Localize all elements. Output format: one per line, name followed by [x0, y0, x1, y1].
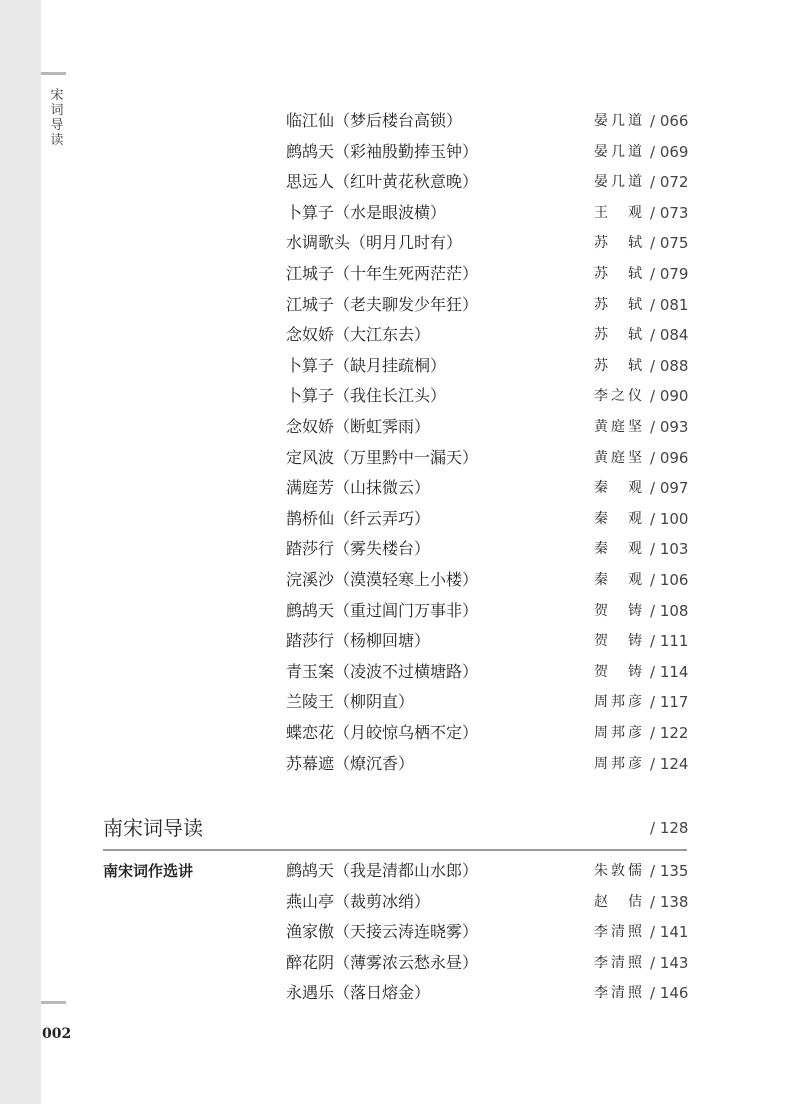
toc-entry-author: 周邦彦	[594, 694, 642, 711]
toc-entry-author: 王观	[594, 204, 642, 221]
toc-entry-author: 李之仪	[594, 388, 642, 405]
gutter-rule-bottom	[41, 1001, 66, 1004]
toc-entry-author: 苏轼	[594, 235, 642, 252]
toc-entry-page: / 066	[650, 112, 689, 130]
toc-entry-author: 赵佶	[594, 893, 642, 910]
toc-entry-page: / 124	[650, 754, 689, 773]
page-number: 002	[42, 1026, 72, 1042]
toc-entry-author: 周邦彦	[594, 725, 642, 741]
toc-entry-title: 鹊桥仙（纤云弄巧）	[286, 508, 431, 528]
toc-entry-page: / 072	[650, 173, 689, 192]
toc-entry-page: / 138	[650, 892, 689, 911]
toc-entry-author: 李清照	[594, 985, 642, 1002]
toc-entry-page: / 097	[650, 479, 689, 498]
toc-entry-page: / 122	[650, 724, 689, 742]
toc-entry-author: 苏轼	[594, 357, 642, 374]
toc-entry-author: 苏轼	[594, 327, 642, 344]
toc-entry-author: 秦观	[594, 510, 642, 527]
toc-entry-title: 青玉案（凌波不过横塘路）	[286, 661, 479, 681]
toc-entry-title: 渔家傲（天接云涛连晓雾）	[286, 922, 479, 942]
toc-entry-title: 江城子（老夫聊发少年狂）	[286, 294, 479, 314]
toc-entry-title: 卜算子（缺月挂疏桐）	[286, 355, 447, 375]
toc-entry-title: 念奴娇（大江东去）	[286, 325, 431, 345]
toc-entry-author: 秦观	[594, 480, 642, 497]
toc-entry-title: 卜算子（水是眼波横）	[286, 202, 447, 222]
toc-entry-title: 踏莎行（杨柳回塘）	[286, 631, 431, 651]
toc-entry-page: / 096	[650, 448, 689, 467]
toc-entry-page: / 069	[650, 142, 689, 161]
toc-entry-author: 晏几道	[594, 174, 642, 191]
page-gutter	[0, 0, 41, 1104]
toc-entry-title: 永遇乐（落日熔金）	[286, 983, 431, 1003]
toc-entry-page: / 079	[650, 265, 689, 283]
toc-entry-page: / 100	[650, 509, 689, 528]
toc-entry-title: 鹧鸪天（重过阊门万事非）	[286, 600, 479, 620]
toc-entry-title: 踏莎行（雾失楼台）	[286, 539, 431, 559]
toc-entry-title: 燕山亭（裁剪冰绡）	[286, 891, 431, 911]
section-page-number: / 128	[650, 819, 689, 837]
toc-entry-page: / 106	[650, 571, 689, 589]
toc-entry-page: / 111	[650, 632, 689, 651]
toc-entry-author: 晏几道	[594, 143, 642, 160]
toc-entry-title: 定风波（万里黔中一漏天）	[286, 447, 479, 467]
gutter-rule-top	[41, 72, 66, 75]
toc-entry-title: 思远人（红叶黄花秋意晚）	[286, 172, 479, 192]
toc-entry-author: 朱敦儒	[594, 863, 642, 879]
toc-entry-title: 江城子（十年生死两茫茫）	[286, 264, 479, 283]
toc-entry-author: 贺铸	[594, 633, 642, 650]
toc-entry-author: 李清照	[594, 924, 642, 941]
toc-entry-author: 苏轼	[594, 296, 642, 313]
toc-entry-author: 黄庭坚	[594, 449, 642, 466]
toc-entry-title: 兰陵王（柳阴直）	[286, 692, 415, 712]
toc-entry-title: 鹧鸪天（彩袖殷勤捧玉钟）	[286, 141, 479, 161]
toc-entry-title: 苏幕遮（燎沉香）	[286, 753, 415, 773]
toc-entry-page: / 093	[650, 418, 689, 436]
toc-entry-page: / 084	[650, 326, 689, 345]
toc-entry-title: 鹧鸪天（我是清都山水郎）	[286, 861, 479, 880]
section-heading: 南宋词导读	[103, 816, 203, 840]
toc-entry-page: / 088	[650, 356, 689, 375]
subsection-label: 南宋词作选讲	[103, 862, 194, 880]
toc-entry-page: / 075	[650, 234, 689, 253]
toc-entry-author: 贺铸	[594, 602, 642, 619]
toc-entry-page: / 135	[650, 862, 689, 880]
running-title: 宋词导读	[50, 88, 64, 148]
toc-entry-page: / 081	[650, 295, 689, 314]
toc-entry-author: 晏几道	[594, 113, 642, 129]
toc-entry-page: / 117	[650, 693, 689, 712]
toc-entry-page: / 103	[650, 540, 689, 559]
toc-entry-title: 浣溪沙（漠漠轻寒上小楼）	[286, 570, 479, 589]
toc-entry-page: / 073	[650, 203, 689, 222]
toc-entry-author: 贺铸	[594, 663, 642, 680]
toc-entry-title: 满庭芳（山抹微云）	[286, 478, 431, 498]
toc-entry-page: / 108	[650, 601, 689, 620]
toc-entry-page: / 143	[650, 953, 689, 972]
toc-entry-author: 黄庭坚	[594, 419, 642, 435]
toc-entry-page: / 146	[650, 984, 689, 1003]
toc-entry-title: 水调歌头（明月几时有）	[286, 233, 463, 253]
toc-entry-title: 念奴娇（断虹霁雨）	[286, 417, 431, 436]
toc-entry-author: 苏轼	[594, 266, 642, 282]
toc-entry-author: 李清照	[594, 954, 642, 971]
section-divider	[103, 849, 687, 851]
toc-entry-page: / 090	[650, 387, 689, 406]
toc-entry-title: 醉花阴（薄雾浓云愁永昼）	[286, 952, 479, 972]
toc-entry-author: 秦观	[594, 572, 642, 588]
toc-entry-author: 周邦彦	[594, 755, 642, 772]
toc-entry-title: 卜算子（我住长江头）	[286, 386, 447, 406]
toc-entry-author: 秦观	[594, 541, 642, 558]
toc-entry-title: 临江仙（梦后楼台高锁）	[286, 111, 463, 130]
toc-entry-page: / 141	[650, 923, 689, 942]
toc-entry-title: 蝶恋花（月皎惊乌栖不定）	[286, 723, 479, 742]
toc-entry-page: / 114	[650, 662, 689, 681]
